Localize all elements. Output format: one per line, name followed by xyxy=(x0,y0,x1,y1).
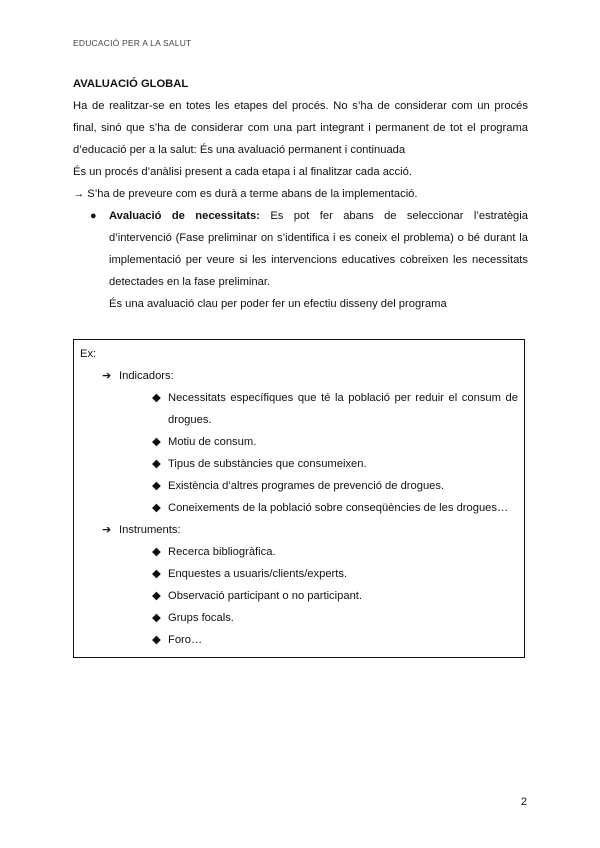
paragraph-3: → S’ha de preveure com es durà a terme abans de la implementació. xyxy=(73,188,418,200)
bullet-note: És una avaluació clau per poder fer un efectiu disseny del programa xyxy=(109,298,447,310)
indicators-list xyxy=(80,387,518,519)
list-item-text: Existència d’altres programes de prevenció de drogues. xyxy=(168,480,445,492)
list-item xyxy=(152,563,518,585)
bullet-icon: ● xyxy=(90,210,97,222)
paragraph-1: Ha de realitzar-se en totes les etapes del procés. No s’ha de considerar com un procés final, sinó que s’ha de considerar com una part integrant i permanent de tot el programa d’educació per a la salut: És una avaluació permanent i continuada xyxy=(73,100,528,156)
section-title: AVALUACIÓ GLOBAL xyxy=(73,78,189,90)
instruments-list xyxy=(80,541,518,651)
list-item xyxy=(152,475,518,497)
list-item xyxy=(152,607,518,629)
running-header: EDUCACIÓ PER A LA SALUT xyxy=(73,38,192,48)
list-item-text: Tipus de substàncies que consumeixen. xyxy=(168,458,367,470)
group-indicators xyxy=(80,365,518,387)
list-item xyxy=(152,585,518,607)
example-label: Ex: xyxy=(80,348,97,360)
diamond-icon: ◆ xyxy=(152,392,161,404)
arrow-icon: ➔ xyxy=(102,524,112,536)
arrow-icon: ➔ xyxy=(102,370,112,382)
list-item xyxy=(152,431,518,453)
diamond-icon: ◆ xyxy=(152,546,161,558)
diamond-icon: ◆ xyxy=(152,568,161,580)
group-title: Instruments: xyxy=(119,524,181,536)
main-content xyxy=(73,73,528,315)
list-item xyxy=(152,453,518,475)
diamond-icon: ◆ xyxy=(152,458,161,470)
diamond-icon: ◆ xyxy=(152,590,161,602)
list-item xyxy=(152,629,518,651)
list-item-text: Enquestes a usuaris/clients/experts. xyxy=(168,568,348,580)
list-item-text: Recerca bibliogràfica. xyxy=(168,546,276,558)
list-item-text: Grups focals. xyxy=(168,612,234,624)
diamond-icon: ◆ xyxy=(152,436,161,448)
diamond-icon: ◆ xyxy=(152,502,161,514)
list-item-text: Necessitats específiques que té la població per reduir el consum de drogues. xyxy=(168,392,518,426)
group-instruments xyxy=(80,519,518,541)
bullet-lead: Avaluació de necessitats: xyxy=(109,210,260,222)
page-number: 2 xyxy=(520,796,527,808)
bullet-paragraph xyxy=(109,205,528,293)
bullet-needs-assessment xyxy=(73,205,528,315)
list-item xyxy=(152,387,518,431)
diamond-icon: ◆ xyxy=(152,612,161,624)
list-item xyxy=(152,497,518,519)
list-item xyxy=(152,541,518,563)
list-item-text: Motiu de consum. xyxy=(168,436,257,448)
list-item-text: Foro… xyxy=(168,634,203,646)
paragraph-2: És un procés d’anàlisi present a cada etapa i al finalitzar cada acció. xyxy=(73,166,412,178)
bullet-text: Es pot fer abans de seleccionar l’estratègia d’intervenció (Fase preliminar on s’identifica i es coneix el problema) o bé durant la implementació per veure si les intervencions educatives cobreixen les necessitats detectades en la fase preliminar. xyxy=(109,210,528,288)
list-item-text: Coneixements de la població sobre conseqüències de les drogues… xyxy=(168,502,509,514)
list-item-text: Observació participant o no participant. xyxy=(168,590,363,602)
example-box xyxy=(73,339,525,658)
diamond-icon: ◆ xyxy=(152,634,161,646)
diamond-icon: ◆ xyxy=(152,480,161,492)
group-title: Indicadors: xyxy=(119,370,174,382)
